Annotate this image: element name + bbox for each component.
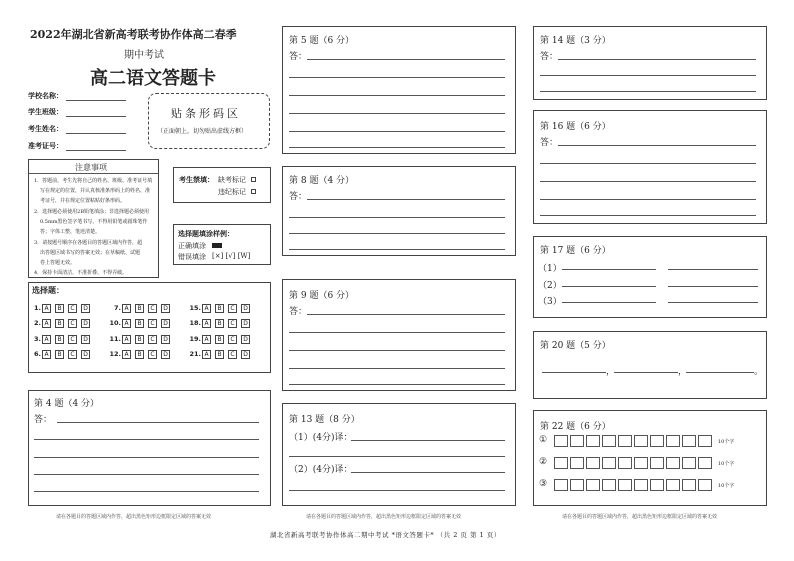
question-13-title: 第 13 题（8 分） (289, 415, 360, 425)
option-b[interactable]: B (135, 319, 144, 328)
notice-title: 注意事项 (75, 163, 107, 172)
row-marker: ① (539, 435, 548, 445)
mc-row (189, 302, 254, 314)
option-d[interactable]: D (81, 304, 90, 313)
notice-box (28, 159, 159, 278)
mc-row (109, 302, 174, 314)
option-a[interactable]: A (122, 335, 131, 344)
question-9-title: 第 9 题（6 分） (289, 291, 355, 301)
wrong-fill-marks: [×] [√] [W] (212, 252, 251, 260)
question-14-box (533, 26, 767, 100)
answer-line[interactable] (289, 147, 505, 148)
separator: ， (678, 367, 688, 377)
option-a[interactable]: A (42, 350, 51, 359)
option-a[interactable]: A (202, 304, 211, 313)
student-name-field[interactable] (66, 133, 126, 134)
character-cell[interactable] (650, 457, 664, 469)
character-cell[interactable] (666, 457, 680, 469)
option-b[interactable]: B (215, 304, 224, 313)
option-c[interactable]: C (228, 350, 237, 359)
character-cell[interactable] (666, 479, 680, 491)
answer-line[interactable] (34, 491, 259, 492)
question-22-title: 第 22 题（6 分） (540, 422, 611, 432)
option-a[interactable]: A (202, 335, 211, 344)
answer-line[interactable] (668, 269, 758, 270)
answer-line[interactable] (289, 131, 505, 132)
answer-line[interactable] (540, 199, 756, 200)
question-number: 18. (189, 319, 201, 327)
multiple-choice-title: 选择题： (32, 285, 64, 295)
answer-line[interactable] (289, 456, 505, 457)
answer-line[interactable] (34, 474, 259, 475)
part-1-label: （1） (538, 264, 562, 274)
answer-line[interactable] (289, 217, 505, 218)
question-16-title: 第 16 题（6 分） (540, 122, 611, 132)
answer-line[interactable] (289, 350, 505, 351)
mc-row (29, 333, 94, 345)
question-number: 11. (109, 335, 121, 343)
class-label: 学生班级： (28, 107, 63, 116)
barcode-title: 贴条形码区 (171, 107, 241, 120)
character-cell[interactable] (682, 435, 696, 447)
option-a[interactable]: A (42, 335, 51, 344)
separator: 。 (754, 367, 764, 377)
status-box (173, 167, 271, 203)
fill-example-title: 选择题填涂样例： (178, 229, 234, 238)
option-c[interactable]: C (228, 304, 237, 313)
answer-line[interactable] (351, 472, 505, 473)
option-c[interactable]: C (68, 335, 77, 344)
option-a[interactable]: A (202, 319, 211, 328)
character-cell[interactable] (570, 435, 584, 447)
answer-line[interactable] (289, 113, 505, 114)
character-cell[interactable] (586, 479, 600, 491)
character-cell[interactable] (682, 457, 696, 469)
option-d[interactable]: D (161, 304, 170, 313)
mc-row (29, 348, 94, 360)
question-number: 7. (114, 304, 121, 312)
school-name-label: 学校名称： (28, 91, 63, 100)
exam-number-label: 准考证号： (28, 141, 63, 150)
answer-line[interactable] (289, 384, 505, 385)
notice-item: 4．保持卡面清洁，不准折叠、不得弄破。 (34, 270, 128, 276)
option-d[interactable]: D (241, 350, 250, 359)
answer-line[interactable] (34, 457, 259, 458)
answer-line[interactable] (289, 95, 505, 96)
option-d[interactable]: D (81, 335, 90, 344)
option-d[interactable]: D (241, 335, 250, 344)
character-cell[interactable] (602, 435, 616, 447)
mc-row (29, 302, 94, 314)
notice-item: 出答题区域书写的答案无效；在草稿纸、试题 (40, 250, 141, 256)
question-4-box (28, 390, 271, 506)
option-c[interactable]: C (228, 335, 237, 344)
answer-line[interactable] (289, 368, 505, 369)
question-5-title: 第 5 题（6 分） (289, 36, 355, 46)
mc-row (109, 317, 174, 329)
answer-line[interactable] (540, 181, 756, 182)
answer-label: 答： (540, 138, 559, 148)
area-note: 请在各题目的答题区域内作答，超出黑色矩形边框限定区域的答案无效 (56, 514, 212, 520)
question-17-title: 第 17 题（6 分） (540, 246, 611, 256)
separator: ， (606, 367, 616, 377)
char-count-note: 10个字 (718, 439, 735, 445)
row-marker: ② (539, 457, 548, 467)
answer-line[interactable] (57, 422, 259, 423)
question-number: 15. (189, 304, 201, 312)
character-cell[interactable] (698, 479, 712, 491)
answer-line[interactable] (289, 77, 505, 78)
option-d[interactable]: D (161, 319, 170, 328)
part-3-label: （3） (538, 297, 562, 307)
character-cell[interactable] (602, 479, 616, 491)
question-9-box (282, 279, 516, 391)
question-number: 10. (109, 319, 121, 327)
option-b[interactable]: B (55, 304, 64, 313)
option-b[interactable]: B (135, 304, 144, 313)
violation-checkbox[interactable] (251, 189, 256, 194)
question-number: 12. (109, 350, 121, 358)
character-cell[interactable] (554, 479, 568, 491)
question-20-box (533, 331, 767, 399)
option-a[interactable]: A (122, 350, 131, 359)
question-5-box (282, 26, 516, 154)
answer-line[interactable] (668, 302, 758, 303)
character-cell[interactable] (618, 435, 632, 447)
character-cell[interactable] (570, 457, 584, 469)
option-a[interactable]: A (42, 319, 51, 328)
answer-line[interactable] (668, 286, 758, 287)
option-d[interactable]: D (81, 319, 90, 328)
missing-checkbox[interactable] (251, 177, 256, 182)
area-note: 请在各题目的答题区域内作答，超出黑色矩形边框限定区域的答案无效 (306, 514, 462, 520)
option-a[interactable]: A (122, 319, 131, 328)
part-2-label: （2） (538, 281, 562, 291)
question-8-title: 第 8 题（4 分） (289, 176, 355, 186)
question-13-box (282, 403, 516, 506)
school-name-field[interactable] (66, 100, 126, 101)
answer-line[interactable] (614, 372, 678, 373)
correct-fill-label: 正确填涂 (178, 242, 206, 250)
option-a[interactable]: A (42, 304, 51, 313)
character-cell[interactable] (634, 479, 648, 491)
violation-label: 违纪标记 (218, 188, 246, 196)
exam-number-field[interactable] (66, 150, 126, 151)
mc-row (189, 317, 254, 329)
character-cell[interactable] (650, 479, 664, 491)
notice-divider (29, 173, 158, 174)
translation-2-label: （2）(4分)译： (289, 465, 353, 475)
character-cell[interactable] (634, 435, 648, 447)
multiple-choice-box (28, 282, 271, 373)
notice-item: 卷上答题无效。 (40, 260, 76, 266)
answer-line[interactable] (289, 249, 505, 250)
barcode-area (148, 93, 270, 149)
answer-line[interactable] (542, 372, 606, 373)
answer-line[interactable] (289, 332, 505, 333)
exam-title-line1: 2022年湖北省新高考联考协作体高二春季 (30, 28, 237, 41)
option-b[interactable]: B (135, 335, 144, 344)
class-field[interactable] (66, 116, 126, 117)
option-b[interactable]: B (135, 350, 144, 359)
answer-line[interactable] (562, 269, 656, 270)
answer-line[interactable] (540, 163, 756, 164)
status-label: 考生禁填： (179, 175, 214, 184)
answer-line[interactable] (34, 439, 259, 440)
option-d[interactable]: D (241, 319, 250, 328)
character-cell[interactable] (650, 435, 664, 447)
option-c[interactable]: C (148, 304, 157, 313)
option-d[interactable]: D (81, 350, 90, 359)
answer-label: 答： (289, 307, 308, 317)
answer-label: 答： (540, 52, 559, 62)
char-count-note: 10个字 (718, 483, 735, 489)
answer-label: 答： (289, 52, 308, 62)
question-14-title: 第 14 题（3 分） (540, 36, 611, 46)
notice-item: 考证号，并在规定位置粘贴好条形码。 (40, 198, 126, 204)
row-marker: ③ (539, 479, 548, 489)
student-name-label: 考生姓名： (28, 124, 63, 133)
mc-row (189, 333, 254, 345)
notice-item: 0.5mm黑色签字笔书写，不得用铅笔或圆珠笔作 (40, 219, 148, 225)
question-20-title: 第 20 题（5 分） (540, 341, 611, 351)
character-cell[interactable] (602, 457, 616, 469)
option-b[interactable]: B (215, 350, 224, 359)
answer-label: 答： (289, 192, 308, 202)
character-cell[interactable] (618, 457, 632, 469)
character-cell[interactable] (570, 479, 584, 491)
answer-line[interactable] (558, 145, 756, 146)
missing-label: 缺考标记 (218, 176, 246, 184)
answer-line[interactable] (289, 233, 505, 234)
option-d[interactable]: D (161, 335, 170, 344)
mc-row (29, 317, 94, 329)
character-cell[interactable] (682, 479, 696, 491)
answer-line[interactable] (686, 372, 754, 373)
answer-line[interactable] (540, 215, 756, 216)
correct-fill-mark (212, 243, 222, 248)
question-17-box (533, 236, 767, 318)
option-c[interactable]: C (228, 319, 237, 328)
question-number: 19. (189, 335, 201, 343)
notice-item: 3．请按题号顺序在各题目的答题区域内作答，超 (34, 240, 143, 246)
character-cell[interactable] (554, 457, 568, 469)
area-note: 请在各题目的答题区域内作答，超出黑色矩形边框限定区域的答案无效 (562, 514, 718, 520)
option-b[interactable]: B (215, 319, 224, 328)
exam-title-line2: 期中考试 (124, 50, 164, 61)
character-cell[interactable] (698, 435, 712, 447)
answer-line[interactable] (289, 490, 505, 491)
character-cell[interactable] (698, 457, 712, 469)
option-b[interactable]: B (55, 350, 64, 359)
question-number: 3. (34, 335, 41, 343)
answer-label: 答： (34, 415, 53, 425)
answer-line[interactable] (540, 75, 756, 76)
answer-line[interactable] (307, 59, 505, 60)
character-cell[interactable] (634, 457, 648, 469)
answer-line[interactable] (562, 286, 656, 287)
character-cell[interactable] (586, 457, 600, 469)
question-number: 1. (34, 304, 41, 312)
option-d[interactable]: D (161, 350, 170, 359)
question-4-title: 第 4 题（4 分） (34, 399, 100, 409)
answer-line[interactable] (307, 314, 505, 315)
option-b[interactable]: B (55, 319, 64, 328)
answer-line[interactable] (307, 199, 505, 200)
option-b[interactable]: B (215, 335, 224, 344)
translation-1-label: （1）(4分)译： (289, 433, 353, 443)
notice-item: 写在规定的位置，并认真核准条形码上的姓名、准 (40, 188, 151, 194)
answer-line[interactable] (562, 302, 656, 303)
answer-line[interactable] (558, 59, 756, 60)
char-count-note: 10个字 (718, 461, 735, 467)
option-c[interactable]: C (148, 319, 157, 328)
option-c[interactable]: C (148, 335, 157, 344)
character-cell[interactable] (618, 479, 632, 491)
character-cell[interactable] (554, 435, 568, 447)
question-8-box (282, 166, 516, 256)
question-22-box (533, 410, 767, 506)
page-title: 高二语文答题卡 (90, 68, 216, 89)
fill-example-box (173, 224, 271, 265)
notice-item: 2．选择题必须使用2B铅笔填涂；非选择题必须使用 (34, 209, 150, 215)
answer-line[interactable] (351, 440, 505, 441)
character-cell[interactable] (666, 435, 680, 447)
mc-row (189, 348, 254, 360)
question-number: 2. (34, 319, 41, 327)
notice-item: 1．答题前，考生先将自己的姓名、班级、准考证号填 (34, 178, 153, 184)
page-footer: 湖北省新高考联考协作体高二期中考试 *语文答题卡* （共 2 页 第 1 页） (270, 531, 501, 539)
option-a[interactable]: A (122, 304, 131, 313)
answer-line[interactable] (540, 91, 756, 92)
barcode-note: （正面朝上，切勿贴出虚线方框） (157, 128, 248, 135)
wrong-fill-label: 错误填涂 (178, 253, 206, 261)
mc-row (109, 348, 174, 360)
mc-row (109, 333, 174, 345)
notice-item: 答；字体工整、笔迹清楚。 (40, 229, 101, 235)
option-c[interactable]: C (68, 304, 77, 313)
question-number: 21. (189, 350, 201, 358)
option-d[interactable]: D (241, 304, 250, 313)
character-cell[interactable] (586, 435, 600, 447)
question-16-box (533, 110, 767, 224)
option-c[interactable]: C (68, 319, 77, 328)
option-c[interactable]: C (68, 350, 77, 359)
option-a[interactable]: A (202, 350, 211, 359)
option-c[interactable]: C (148, 350, 157, 359)
question-number: 6. (34, 350, 41, 358)
option-b[interactable]: B (55, 335, 64, 344)
